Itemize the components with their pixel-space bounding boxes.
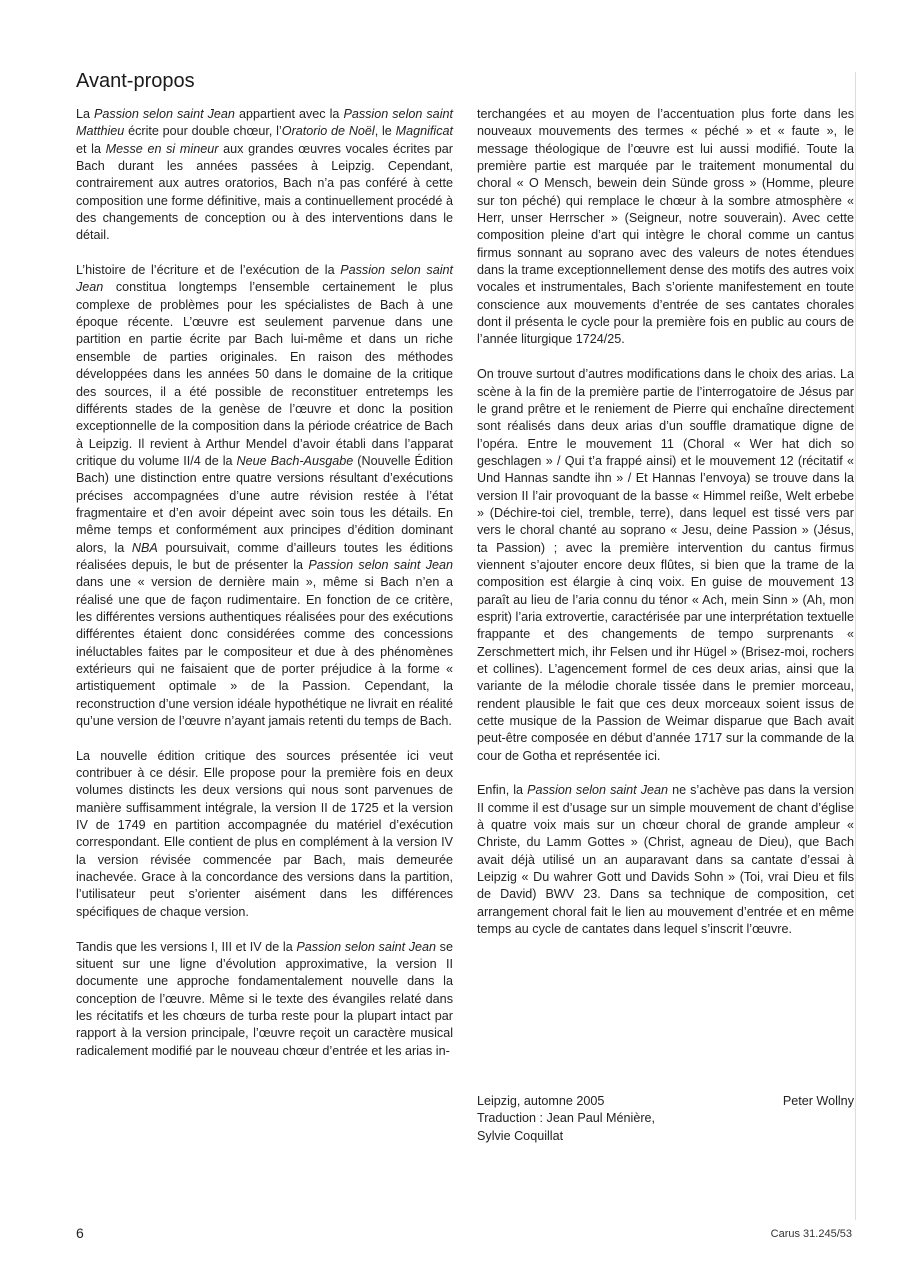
author-name: Peter Wollny — [782, 1094, 854, 1108]
catalog-number: Carus 31.245/53 — [770, 1228, 852, 1240]
paragraph: On trouve surtout d’autres modifications dans le choix des arias. La scène à la fin de la première partie de l’interrogatoire de Jésus par le grand prêtre et le reniement de Pierre qui enchaîne directement sont réalisés dans deux arias d’un souffle dramatique digne de l’opéra. Entre le mouvement 11 (Choral « Wer hat dich so geschlagen » / Qui t’a frappé ainsi) et le mouvement 12 (récitatif « Und Hannas sandte ihn » / Et Hannas l’envoya) se trouve dans la version II l’air provoquant de la basse « Himmel reiße, Welt erbebe » (Déchire-toi ciel, tremble, terre), dans lequel est tissé vers par vers le choral chanté au soprano « Jesu, deine Passion » (Jésus, ta Passion) ; avec la première intervention du cantus firmus viennent s’ajouter encore deux flûtes, si bien que la trame de la composition est élargie à cinq voix. En guise de mouvement 13 paraît au lieu de l’aria connu du ténor « Ach, mein Sinn » (Ah, mon esprit) l’aria extrovertie, caractérisée par une interprétation textuelle frappante et des changements de tempo surprenants « Zerschmettert mich, ihr Felsen und ihr Hügel » (Brisez-moi, rochers et collines). L’agencement formel de ces deux arias, ainsi que la variante de la mélodie chorale tissée dans le premier morceau, rendent plausible le fait que ces deux morceaux soient issus de cette musique de la Passion de Weimar disparue que Bach avait peut-être composée en début d’année 1717 sur la commande de la cour de Gotha et représentée ici. — [477, 367, 854, 763]
paragraph: terchangées et au moyen de l’accentuation plus forte dans les nouveaux mouvements des termes « péché » et « faute », le message théologique de l’œuvre est lui aussi modifié. Toute la première partie est marquée par le traitement monumental du choral « O Mensch, bewein dein Sünde gross » (Homme, pleure sur ton péché) qui remplace le chœur à la sombre atmosphère « Herr, unser Herrscher » (Seigneur, notre souverain). Avec cette composition pleine d’art qui intègre le choral comme un cantus firmus sonnant au soprano avec des valeurs de notes étendues dans la trame exceptionnellement dense des motifs des autres voix vocales et instrumentales, Bach s’oriente manifestement en toute conscience aux mouvements d’entrée de ses cantates chorales dont il présenta le cycle pour la première fois en public au cours de l’année liturgique 1724/25. — [477, 107, 854, 347]
paragraph: La nouvelle édition critique des sources présentée ici veut contribuer à ce désir. Elle propose pour la première fois en deux volumes distincts les deux versions qui nous sont parvenues de manière suffisamment intégrale, la version II de 1725 et la version IV de 1749 en partition accompagnée du matériel d’exécution correspondant. Elle contient de plus en complément à la version IV la version révisée commencée par Bach, mais demeurée inachevée. Grace à la concordance des versions dans la partition, l’utilisateur peut s’orienter aisément dans les différences spécifiques de chaque version. — [76, 748, 453, 919]
left-column — [76, 106, 453, 1077]
signature-block — [477, 1093, 854, 1145]
paragraph: L’histoire de l’écriture et de l’exécution de la Passion selon saint Jean constitua longtemps l’ensemble certainement le plus complexe de problèmes pour les spécialistes de Bach à une époque récente. L’œuvre est seulement parvenue dans une partition en partie écrite par Bach lui-même et dans un riche ensemble de parties originales. En raison des méthodes développées dans les années 50 dans le domaine de la critique des sources, il a été possible de reconstituer entretemps les différents stades de la genèse de l’œuvre et donc la position exceptionnelle de la composition dans la période créatrice de Bach à Leipzig. Il revient à Arthur Mendel d’avoir établi dans l’apparat critique du volume II/4 de la Neue Bach-Ausgabe (Nouvelle Édition Bach) une distinction entre quatre versions résultant d’exécutions précises accompagnées d’une autre révision restée à l’état fragmentaire et d’en avoir dépeint avec soin tous les détails. En même temps et conformément aux principes d’édition dominant alors, la NBA poursuivait, comme d’ailleurs toutes les éditions réalisées depuis, le but de présenter la Passion selon saint Jean dans une « version de dernière main », même si Bach n’en a réalisé une que de façon rudimentaire. En fonction de ce critère, les différentes versions authentiques réalisées pour des exécutions différentes étaient donc considérées comme des concessions inéluctables faites par le compositeur et due à des phénomènes extérieurs qui ne faisaient que de porter préjudice à la forme « artistiquement optimale » de la Passion. Cependant, la reconstruction d’une version idéale hypothétique ne livrait en réalité qu’une version de l’œuvre n’ayant jamais retenti du temps de Bach. — [76, 263, 454, 729]
translation-credit-line2: Sylvie Coquillat — [477, 1128, 564, 1143]
paragraph: Enfin, la Passion selon saint Jean ne s’achève pas dans la version II comme il est d’usage sur un simple mouvement de chant d’église à quatre voix mais sur un chœur choral de grande ampleur « Christe, du Lamm Gottes » (Christ, agneau de Dieu), que Bach avait déjà utilisé un an auparavant dans sa cantate d’essai à Leipzig « Du wahrer Gott und Davids Sohn » (Toi, vrai Dieu et fils de David) BWV 23. Dans sa technique de composition, cet arrangement choral fait le lien au mouvement d’entrée et en même temps au cycle de cantates dans lequel s’inscrit l’œuvre. — [477, 783, 854, 937]
right-column — [477, 106, 854, 956]
translation-credit-line1: Traduction : Jean Paul Ménière, — [477, 1111, 656, 1126]
paragraph: Tandis que les versions I, III et IV de la Passion selon saint Jean se situent sur une ligne d’évolution approximative, la version II documente une approche fondamentalement nouvelle dans la conception de l’œuvre. Même si le texte des évangiles relaté dans les récitatifs et les chœurs de turba reste pour la plupart intact par rapport à la version principale, l’œuvre reçoit un caractère musical radicalement modifié par le nouveau chœur d’entrée et les arias in- — [76, 939, 453, 1058]
page-title: Avant-propos — [76, 70, 195, 92]
margin-rule — [855, 72, 856, 1220]
page-number: 6 — [76, 1225, 84, 1241]
place-date: Leipzig, automne 2005 — [477, 1094, 605, 1108]
paragraph: La Passion selon saint Jean appartient avec la Passion selon saint Matthieu écrite pour double chœur, l’Oratorio de Noël, le Magnificat et la Messe en si mineur aux grandes œuvres vocales écrites par Bach durant les années passées à Leipzig. Cependant, contrairement aux autres oratorios, Bach n’a pas conféré à cette composition une forme définitive, mais a continuellement procédé à des changements de conception ou à des interventions dans le détail. — [76, 107, 453, 243]
